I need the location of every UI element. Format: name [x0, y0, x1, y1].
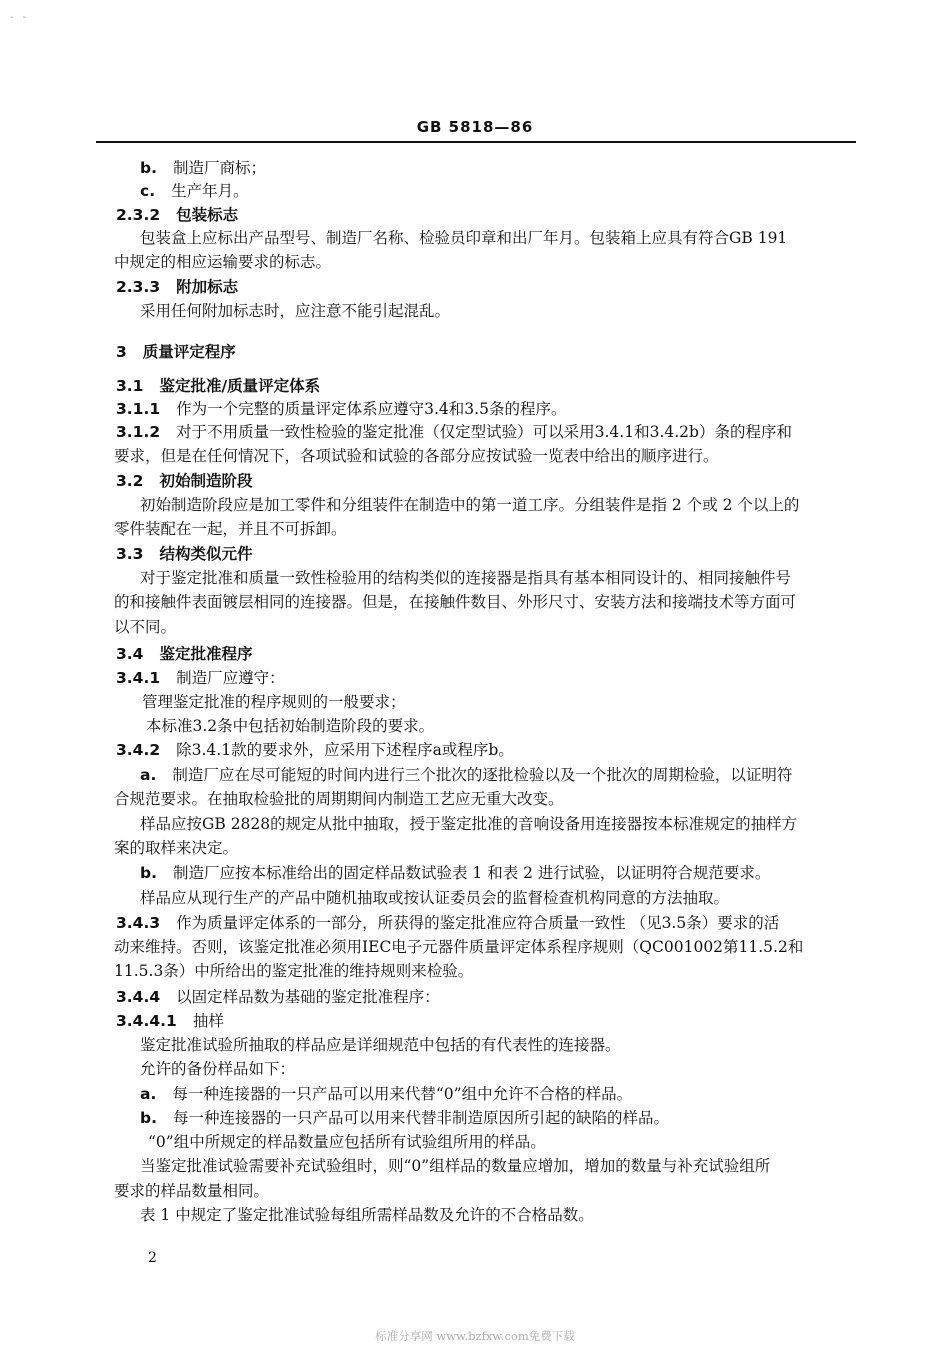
footer-watermark: 标准分享网 www.bzfxw.com免费下载	[375, 1329, 575, 1343]
line-text: 以不同。	[114, 618, 177, 636]
line-text: 对于不用质量一致性检验的鉴定批准（仅定型试验）可以采用3.4.1和3.4.2b）条的程序和	[176, 423, 792, 441]
line-text: 除3.4.1款的要求外，应采用下述程序a或程序b。	[176, 741, 514, 759]
clause-number: 3.2	[116, 472, 144, 490]
text-line	[140, 1059, 295, 1079]
section-heading	[116, 277, 238, 297]
line-text: 案的取样来决定。	[114, 839, 239, 857]
text-line	[114, 617, 176, 637]
clause-number: 3.4	[116, 645, 144, 663]
line-text: 表 1 中规定了鉴定批准试验每组所需样品数及允许的不合格品数。	[140, 1206, 594, 1224]
text-line	[114, 519, 347, 539]
clause-number: 3.4.2	[116, 741, 161, 759]
text-line	[146, 716, 434, 736]
text-line	[140, 158, 266, 178]
line-text: 结构类似元件	[159, 545, 253, 563]
text-line	[114, 446, 719, 466]
clause-number: 3.4.3	[116, 914, 161, 932]
text-line	[114, 838, 238, 858]
text-line	[114, 592, 796, 612]
clause-number: 3.4.1	[116, 669, 161, 687]
text-line	[140, 888, 729, 908]
section-heading	[116, 471, 252, 491]
clause-number: 3.1.2	[116, 423, 161, 441]
text-line	[116, 913, 779, 933]
line-text: 包装盒上应标出产品型号、制造厂名称、检验员印章和出厂年月。包装箱上应具有符合GB 191	[140, 229, 788, 247]
text-line	[116, 740, 514, 760]
header-rule	[96, 141, 856, 143]
clause-number: 3.4.4	[116, 988, 161, 1006]
line-text: 11.5.3条）中所给出的鉴定批准的维持规则来检验。	[114, 962, 474, 980]
clause-number: b.	[140, 864, 157, 882]
line-text: 动来维持。否则，该鉴定批准必须用IEC电子元器件质量评定体系程序规则（QC001002第11.5.2和	[114, 938, 804, 956]
line-text: 制造厂应按本标准给出的固定样品数试验表 1 和表 2 进行试验，以证明符合规范要求。	[172, 864, 771, 882]
text-line	[140, 568, 791, 588]
line-text: 质量评定程序	[142, 343, 236, 361]
clause-number: b.	[140, 1109, 157, 1127]
text-line	[148, 1132, 546, 1152]
text-line	[116, 1011, 224, 1031]
text-line	[116, 987, 440, 1007]
text-line	[140, 1084, 632, 1104]
line-text: 制造厂商标；	[172, 159, 266, 177]
page-number: 2	[148, 1250, 157, 1266]
line-text: 作为质量评定体系的一部分，所获得的鉴定批准应符合质量一致性 （见3.5条）要求的活	[176, 914, 780, 932]
line-text: 鉴定批准/质量评定体系	[159, 377, 321, 395]
text-line	[142, 692, 406, 712]
text-line	[140, 495, 799, 515]
text-line	[114, 937, 803, 957]
clause-number: a.	[140, 766, 157, 784]
line-text: 附加标志	[176, 278, 239, 296]
clause-number: a.	[140, 1085, 157, 1103]
clause-number: 3.1.1	[116, 400, 161, 418]
text-line	[140, 301, 450, 321]
line-text: 零件装配在一起，并且不可拆卸。	[114, 520, 347, 538]
line-text: 初始制造阶段应是加工零件和分组装件在制造中的第一道工序。分组装件是指 2 个或 2 个以上的	[140, 496, 800, 514]
text-line	[140, 1205, 594, 1225]
line-text: 要求，但是在任何情况下，各项试验和试验的各部分应按试验一览表中给出的顺序进行。	[114, 447, 719, 465]
text-line	[114, 252, 331, 272]
section-heading	[116, 644, 252, 664]
text-line	[116, 668, 285, 688]
line-text: 生产年月。	[171, 182, 249, 200]
text-line	[140, 1156, 770, 1176]
line-text: 合规范要求。在抽取检验批的周期期间内制造工艺应无重大改变。	[114, 790, 564, 808]
corner-mark: ‐ ‐	[10, 12, 29, 23]
clause-number: 3.1	[116, 377, 144, 395]
line-text: 要求的样品数量相同。	[114, 1182, 270, 1200]
line-text: 每一种连接器的一只产品可以用来代替“0”组中允许不合格的样品。	[172, 1085, 633, 1103]
text-line	[116, 422, 792, 442]
clause-number: c.	[140, 182, 156, 200]
line-text: 制造厂应在尽可能短的时间内进行三个批次的逐批检验以及一个批次的周期检验，以证明符	[172, 766, 793, 784]
text-line	[140, 765, 792, 785]
line-text: 当鉴定批准试验需要补充试验组时，则“0”组样品的数量应增加，增加的数量与补充试验组所	[140, 1157, 771, 1175]
line-text: 管理鉴定批准的程序规则的一般要求；	[142, 693, 406, 711]
clause-number: 2.3.3	[116, 278, 161, 296]
line-text: 抽样	[192, 1012, 224, 1030]
text-line	[140, 863, 770, 883]
text-line	[140, 1108, 669, 1128]
line-text: 样品应按GB 2828的规定从批中抽取，授于鉴定批准的音响设备用连接器按本标准规定的抽样方	[140, 815, 798, 833]
clause-number: b.	[140, 159, 157, 177]
line-text: 对于鉴定批准和质量一致性检验用的结构类似的连接器是指具有基本相同设计的、相同接触件号	[140, 569, 792, 587]
text-line	[114, 961, 473, 981]
text-line	[140, 1035, 621, 1055]
clause-number: 3	[116, 343, 127, 361]
line-text: 样品应从现行生产的产品中随机抽取或按认证委员会的监督检查机构同意的方法抽取。	[140, 889, 730, 907]
line-text: 作为一个完整的质量评定体系应遵守3.4和3.5条的程序。	[176, 400, 567, 418]
line-text: 的和接触件表面镀层相同的连接器。但是，在接触件数目、外形尺寸、安装方法和接端技术等方面可	[114, 593, 797, 611]
section-heading	[116, 544, 252, 564]
text-line	[140, 228, 787, 248]
section-heading	[116, 342, 236, 362]
text-line	[116, 399, 566, 419]
clause-number: 3.4.4.1	[116, 1012, 177, 1030]
text-line	[140, 814, 797, 834]
page-header: GB 5818—86	[416, 118, 534, 136]
line-text: 每一种连接器的一只产品可以用来代替非制造原因所引起的缺陷的样品。	[172, 1109, 669, 1127]
line-text: 以固定样品数为基础的鉴定批准程序：	[176, 988, 440, 1006]
line-text: “0”组中所规定的样品数量应包括所有试验组所用的样品。	[148, 1133, 546, 1151]
line-text: 鉴定批准程序	[159, 645, 253, 663]
line-text: 本标准3.2条中包括初始制造阶段的要求。	[146, 717, 435, 735]
line-text: 初始制造阶段	[159, 472, 253, 490]
line-text: 包装标志	[176, 206, 239, 224]
line-text: 采用任何附加标志时，应注意不能引起混乱。	[140, 302, 451, 320]
text-line	[114, 789, 564, 809]
line-text: 允许的备份样品如下：	[140, 1060, 296, 1078]
clause-number: 3.3	[116, 545, 144, 563]
line-text: 鉴定批准试验所抽取的样品应是详细规范中包括的有代表性的连接器。	[140, 1036, 621, 1054]
line-text: 制造厂应遵守：	[176, 669, 285, 687]
text-line	[140, 181, 249, 201]
line-text: 中规定的相应运输要求的标志。	[114, 253, 332, 271]
section-heading	[116, 376, 320, 396]
text-line	[114, 1181, 269, 1201]
clause-number: 2.3.2	[116, 206, 161, 224]
section-heading	[116, 205, 238, 225]
